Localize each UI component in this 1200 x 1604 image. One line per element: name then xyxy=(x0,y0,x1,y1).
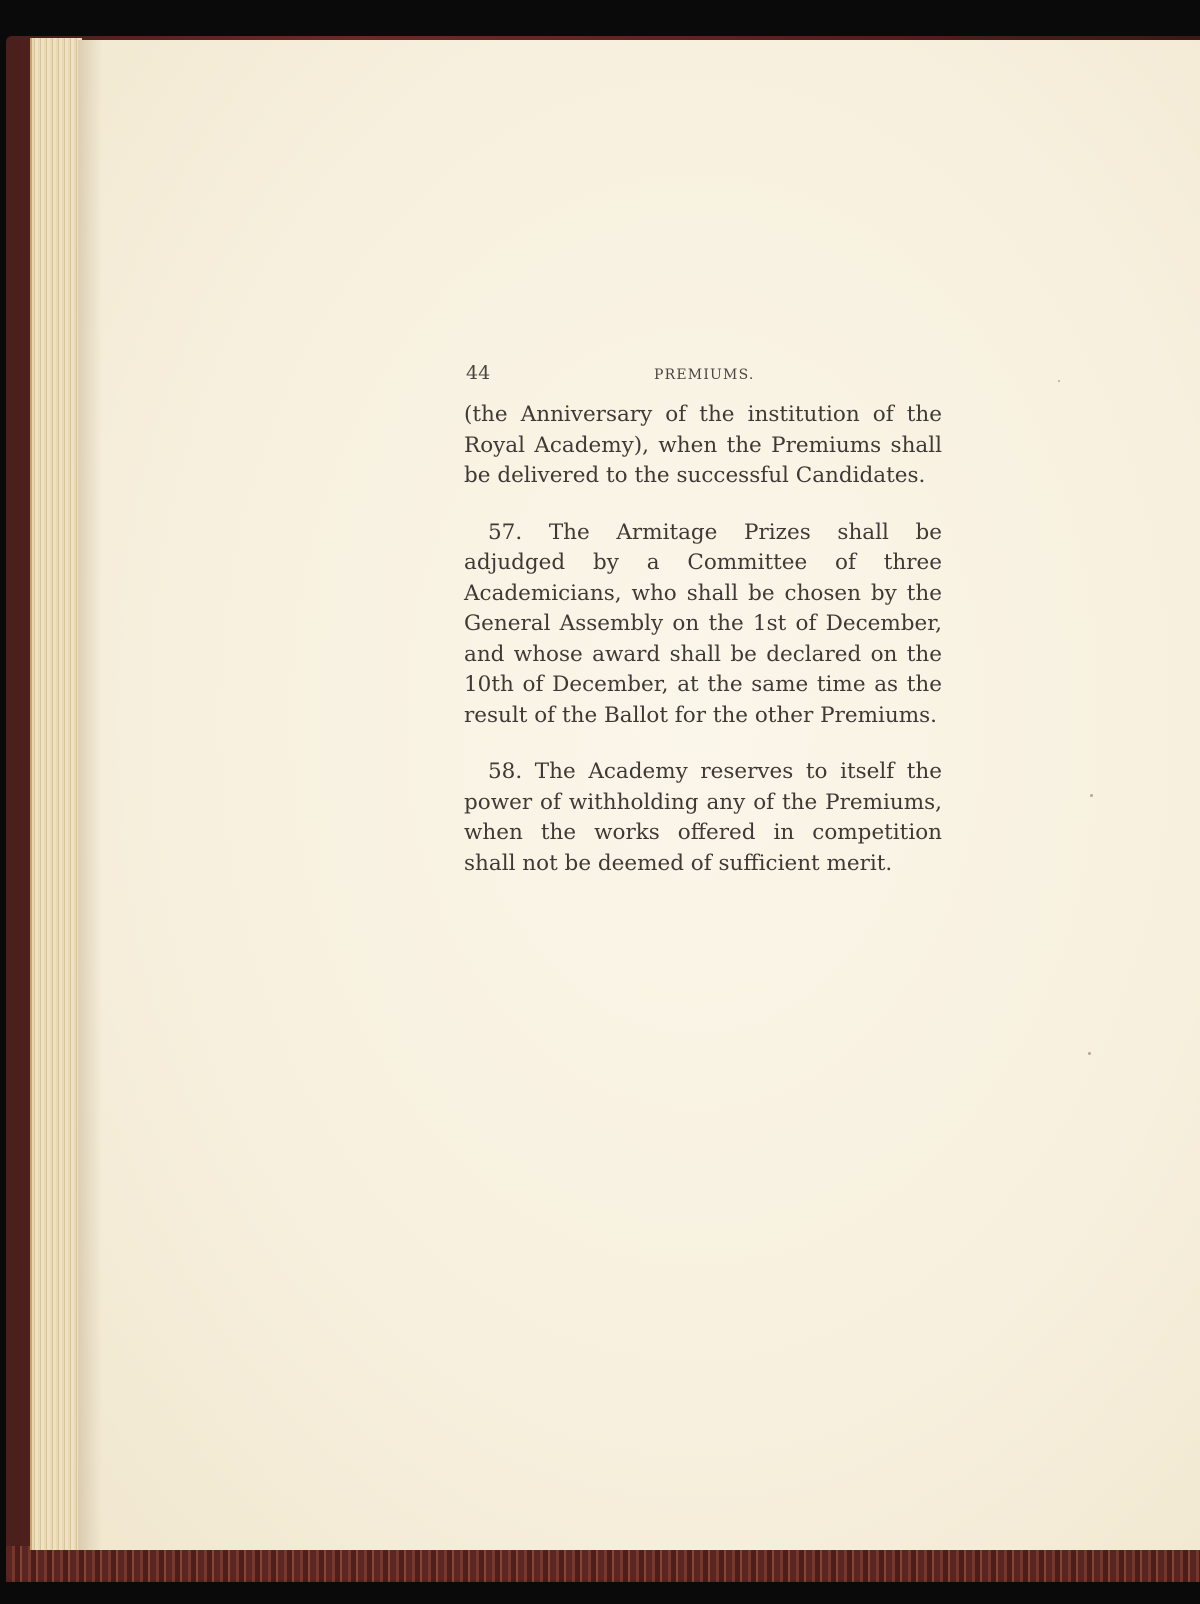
paper-speck xyxy=(1058,380,1060,382)
body-text xyxy=(464,400,942,905)
paragraph-continued: (the Anniversary of the institution of the Royal Academy), when the Premiums shall be delivered to the successful Candidates. xyxy=(464,402,942,488)
gutter-shadow xyxy=(78,40,102,1550)
running-head xyxy=(466,362,942,386)
paragraph-57: 57. The Armitage Prizes shall be adjudged by a Committee of three Academicians, who shall be chosen by the General Assembly on the 1st of December, and whose award shall be declared on the 10th of December, at the same time as the result of the Ballot for the other Premiums. xyxy=(464,519,942,728)
page-number: 44 xyxy=(466,362,491,384)
paper-speck xyxy=(1088,1052,1091,1055)
running-title: PREMIUMS. xyxy=(654,367,755,383)
paragraph-58: 58. The Academy reserves to itself the power of withholding any of the Premiums, when the works offered in competition shall not be deemed of sufficient merit. xyxy=(464,759,942,876)
book-cover-bottom-edge xyxy=(6,1546,1200,1582)
paper-speck xyxy=(1090,794,1093,797)
page-edges xyxy=(30,38,82,1550)
